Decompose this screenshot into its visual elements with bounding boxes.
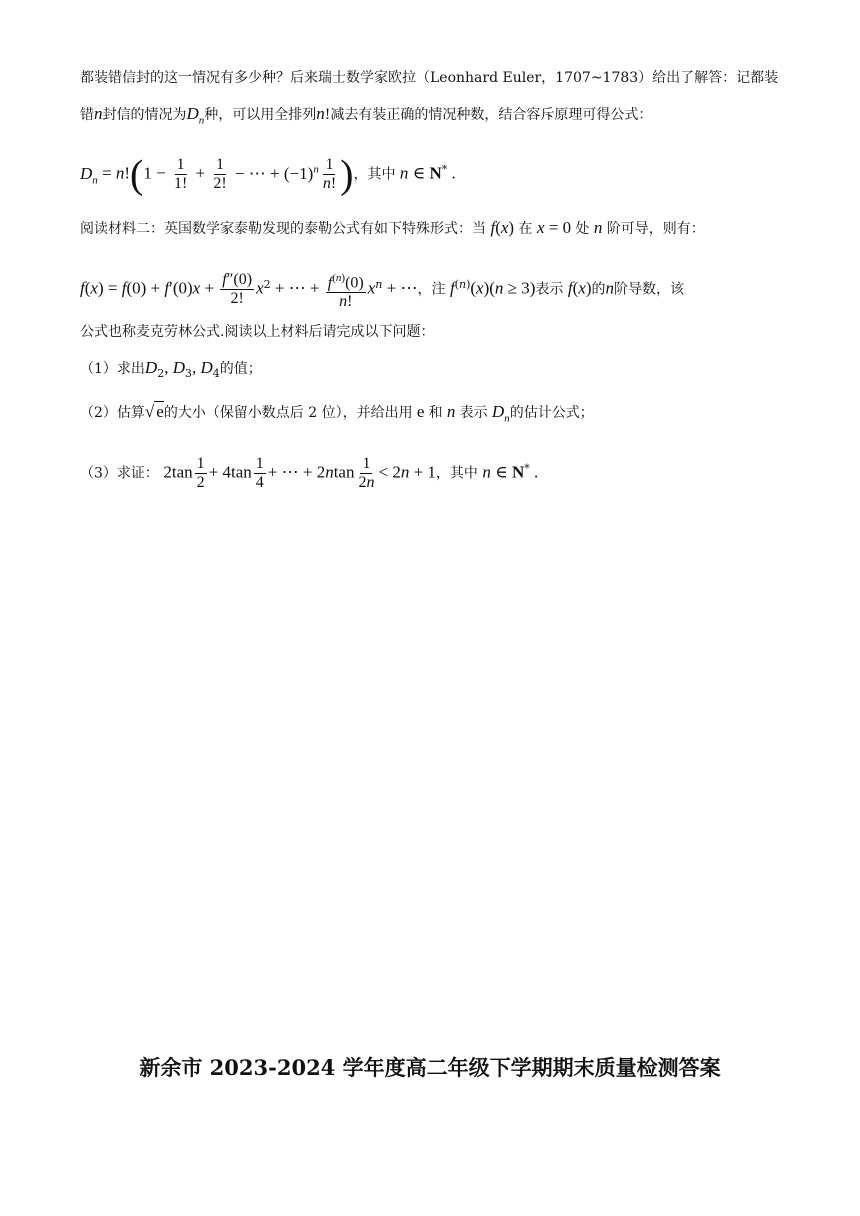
question-2: （2）估算√ e的大小（保留小数点后 2 位），并给出用 e 和 n 表示 $D_n$的估计公式； [80, 402, 594, 425]
q2-mid3: 表示 [459, 405, 488, 421]
math-n: n [316, 104, 325, 123]
math-Dn: $D_n$ [186, 104, 205, 127]
q2-prefix: （2）估算 [80, 405, 145, 421]
fraction: $\frac{1}{1!}$ [173, 156, 188, 193]
formula-derangement: $D_n = n!(1$ − $\frac{1}{1!}$ + $\frac{1}{2!}$ − ⋯ + $(-1)^n$ $\frac{1}{n!}$ )，其中 n ∈ N* . [80, 151, 456, 197]
material-2-mid2: 处 [575, 221, 590, 237]
material-2-mid1: 在 [518, 221, 533, 237]
formula-note-mid2: 的 [591, 281, 606, 298]
q1-prefix: （1）求出 [80, 361, 145, 377]
material-2-line: 阅读材料二：英国数学家泰勒发现的泰勒公式有如下特殊形式：当 f(x) 在 x = 0 处 n 阶可导，则有： [80, 218, 705, 237]
question-3: （3）求证： 2tan $\frac{1}{2}$ + 4tan $\frac{1}{4}$ + ⋯ + 2ntan $\frac{1}{2n}$ < 2n + 1，其中 n ∈ N* . [80, 455, 539, 492]
continuation-line [80, 322, 434, 342]
fraction: $\frac{1}{2}$ [196, 455, 205, 492]
fraction: $\frac{1}{n!}$ [322, 156, 337, 193]
intro-text-2b: 封信的情况为 [102, 107, 187, 123]
math-n: n [94, 104, 103, 123]
formula-tail-text: ，其中 [353, 166, 396, 183]
answer-title: 新余市 2023-2024 学年度高二年级下学期期末质量检测答案 [139, 1055, 721, 1080]
material-2-prefix: 阅读材料二：英国数学家泰勒发现的泰勒公式有如下特殊形式：当 [80, 221, 486, 237]
formula-maclaurin: f(x) = f(0) + f′(0)x + $\frac{f''(0)}{2!}$ $x^2$ + ⋯ + $\frac{f^{(n)}(0)}{n!}$ $x^n$ + ⋯，注 $f^{(n)}(x)(n \ge 3)$表示 f(x)的n阶导数，该 [80, 262, 684, 313]
intro-text-2d: !减去有装正确的情况种数，结合容斥原理可得公式： [324, 107, 653, 123]
intro-text-2c: 种，可以用全排列 [204, 107, 317, 123]
q3-prefix: （3）求证： [80, 465, 159, 482]
q2-mid: 的大小（保留小数点后 2 位），并给出用 [163, 405, 413, 421]
question-1: （1）求出$D_2$, $D_3$, $D_4$的值； [80, 358, 262, 380]
material-2-suffix: 阶可导，则有： [606, 221, 705, 237]
fraction: $\frac{1}{4}$ [255, 455, 264, 492]
formula-note-prefix: ，注 [417, 281, 446, 298]
intro-line-1 [80, 68, 778, 88]
math-formula: $D_n$ [80, 163, 98, 187]
fraction: $\frac{1}{2!}$ [213, 156, 227, 193]
continuation-text: 公式也称麦克劳林公式.阅读以上材料后请完成以下问题： [80, 324, 435, 340]
q2-suffix: 的估计公式； [509, 405, 594, 421]
formula-note-mid: 表示 [535, 281, 564, 298]
fraction: $\frac{f''(0)}{2!}$ [222, 271, 253, 308]
q3-mid: ，其中 [435, 465, 478, 482]
intro-text-2a: 错 [80, 107, 94, 123]
fraction: $\frac{f^{(n)}(0)}{n!}$ [326, 269, 366, 311]
fraction: $\frac{1}{2n}$ [358, 455, 375, 492]
formula-note-suffix: 阶导数，该 [613, 281, 684, 298]
q2-mid2: 和 [428, 405, 443, 421]
q1-suffix: 的值； [219, 361, 262, 377]
intro-line-2 [80, 104, 652, 130]
intro-text-1: 都装错信封的这一情况有多少种？后来瑞士数学家欧拉（Leonhard Euler，1707~1783）给出了解答：记都装 [80, 70, 779, 86]
